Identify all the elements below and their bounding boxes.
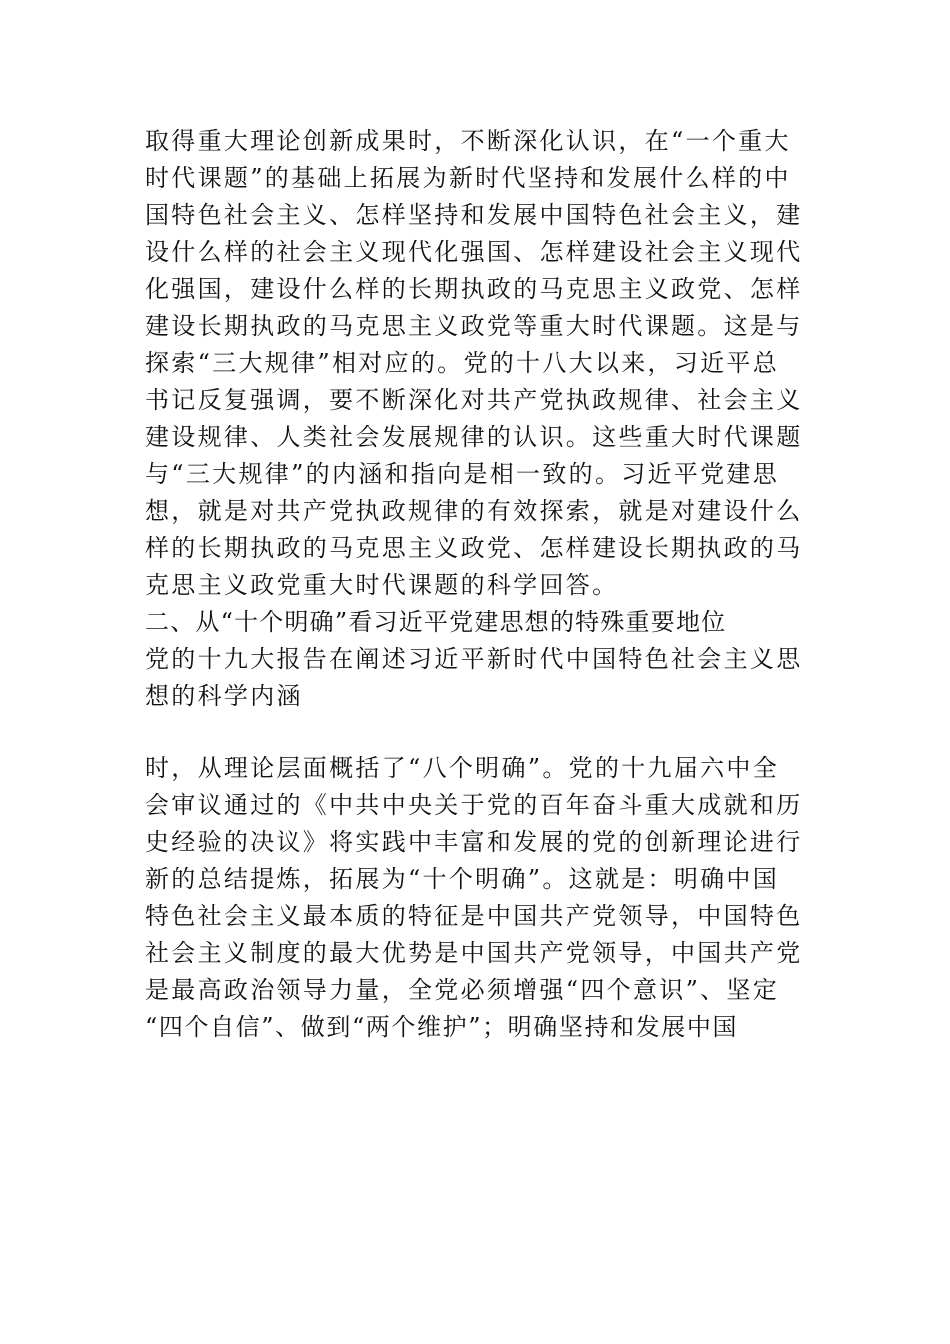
body-text-line: 样的长期执政的马克思主义政党、怎样建设长期执政的马 xyxy=(145,534,803,562)
body-text-line: 党的十九大报告在阐述习近平新时代中国特色社会主义思 xyxy=(145,645,803,673)
body-text-line: “四个自信”、做到“两个维护”；明确坚持和发展中国 xyxy=(145,1013,739,1041)
body-text-line: 设什么样的社会主义现代化强国、怎样建设社会主义现代 xyxy=(145,238,803,266)
body-text-line: 建设长期执政的马克思主义政党等重大时代课题。这是与 xyxy=(145,312,803,340)
body-text-line: 取得重大理论创新成果时，不断深化认识，在“一个重大 xyxy=(145,127,791,155)
body-text-line: 时代课题”的基础上拓展为新时代坚持和发展什么样的中 xyxy=(145,164,791,192)
body-text-line: 建设规律、人类社会发展规律的认识。这些重大时代课题 xyxy=(145,423,803,451)
body-text-line: 特色社会主义最本质的特征是中国共产党领导，中国特色 xyxy=(145,902,803,930)
body-text-line: 化强国，建设什么样的长期执政的马克思主义政党、怎样 xyxy=(145,275,803,303)
section-heading: 二、从“十个明确”看习近平党建思想的特殊重要地位 xyxy=(145,608,727,636)
body-text-line: 探索“三大规律”相对应的。党的十八大以来，习近平总 xyxy=(145,349,780,377)
body-text-line: 会审议通过的《中共中央关于党的百年奋斗重大成就和历 xyxy=(145,791,803,819)
body-text-line: 想的科学内涵 xyxy=(145,682,303,710)
body-text-line: 与“三大规律”的内涵和指向是相一致的。习近平党建思 xyxy=(145,460,780,488)
body-text-line: 新的总结提炼，拓展为“十个明确”。这就是：明确中国 xyxy=(145,865,780,893)
body-text-line: 社会主义制度的最大优势是中国共产党领导，中国共产党 xyxy=(145,939,803,967)
body-text-line: 是最高政治领导力量，全党必须增强“四个意识”、坚定 xyxy=(145,976,780,1004)
body-text-line: 书记反复强调，要不断深化对共产党执政规律、社会主义 xyxy=(145,386,803,414)
body-text-line: 时，从理论层面概括了“八个明确”。党的十九届六中全 xyxy=(145,754,780,782)
body-text-line: 史经验的决议》将实践中丰富和发展的党的创新理论进行 xyxy=(145,828,803,856)
body-text-line: 想，就是对共产党执政规律的有效探索，就是对建设什么 xyxy=(145,497,803,525)
body-text-line: 克思主义政党重大时代课题的科学回答。 xyxy=(145,571,619,599)
body-text-line: 国特色社会主义、怎样坚持和发展中国特色社会主义，建 xyxy=(145,201,803,229)
